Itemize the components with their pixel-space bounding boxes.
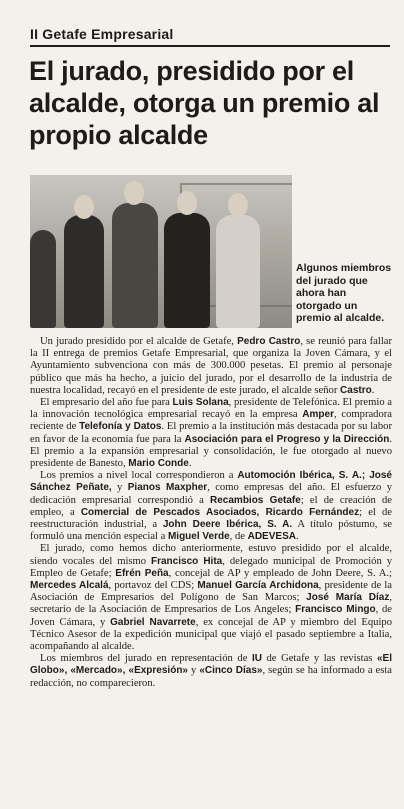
photo-person — [112, 203, 158, 328]
photo-person-head — [177, 191, 197, 215]
photo-person-head — [124, 181, 144, 205]
paragraph: Los miembros del jurado en representación de IU de Getafe y las revistas «El Globo», «Mercado», «Expresión» y «Cinco Días», según se ha informado a esta redacción, no comparecieron. — [30, 653, 393, 689]
photo-person — [216, 215, 260, 328]
paragraph: El jurado, como hemos dicho anteriormente, estuvo presidido por el alcalde, siendo vocales del mismo Francisco Hita, delegado municipal de Promoción y Empleo de Getafe; Efrén Peña, concejal de AP y empleado de John Deere, S. A.; Mercedes Alcalá, portavoz del CDS; Manuel García Archidona, presidente de la Asociación de Empresarios del Polígono de San Marcos; José María Díaz, secretario de la Asociación de Empresarios de Los Angeles; Francisco Mingo, de Joven Cámara, y Gabriel Navarrete, ex concejal de AP y miembro del Equipo Técnico Asesor de la expedición municipal que viajó el pasado septiembre a Italia, acompañando al alcalde. — [30, 543, 393, 653]
photo-person-head — [228, 193, 248, 217]
section-rule — [30, 45, 390, 47]
paragraph: Un jurado presidido por el alcalde de Getafe, Pedro Castro, se reunió para fallar la II entrega de premios Getafe Empresarial, que organiza la Joven Cámara, y el Ayuntamiento subvenciona con más de 300.000 pesetas. El premio al personaje público que más ha hecho, a juicio del jurado, por el desarrollo de la industria de nuestra localidad, recayó en el presidente de este jurado, el alcalde señor Castro. — [30, 336, 392, 396]
photo-person-head — [74, 195, 94, 219]
section-title: II Getafe Empresarial — [30, 26, 174, 42]
photo-person — [30, 230, 56, 328]
photo-person — [164, 213, 210, 328]
paragraph: Los premios a nivel local correspondieron a Automoción Ibérica, S. A.; José Sánchez Peñate, y Pianos Maxpher, como empresas del año. El esfuerzo y dedicación empresarial correspondió a Recambios Getafe; el de creación de empleo, a Comercial de Pescados Asociados, Ricardo Fernández; el de reestructuración industrial, a John Deere Ibérica, S. A. A título póstumo, se formuló una mención especial a Miguel Verde, de ADEVESA. — [30, 470, 392, 543]
article-headline: El jurado, presidido por el alcalde, otorga un premio al propio alcalde — [29, 56, 380, 150]
article-body — [30, 336, 392, 690]
photo-person — [64, 215, 104, 328]
paragraph: El empresario del año fue para Luis Solana, presidente de Telefónica. El premio a la innovación tecnológica empresarial recayó en la empresa Amper, compradora reciente de Telefonía y Datos. El premio a la institución más destacada por su labor en favor de la economía fue para la Asociación para el Progreso y la Dirección. El premio a la expansión empresarial y consolidación, le fue otorgado al nuevo presidente de Banesto, Mario Conde. — [30, 397, 393, 470]
article-photo — [30, 175, 292, 328]
photo-caption: Algunos miembros del jurado que ahora han otorgado un premio al alcalde. — [296, 262, 392, 324]
